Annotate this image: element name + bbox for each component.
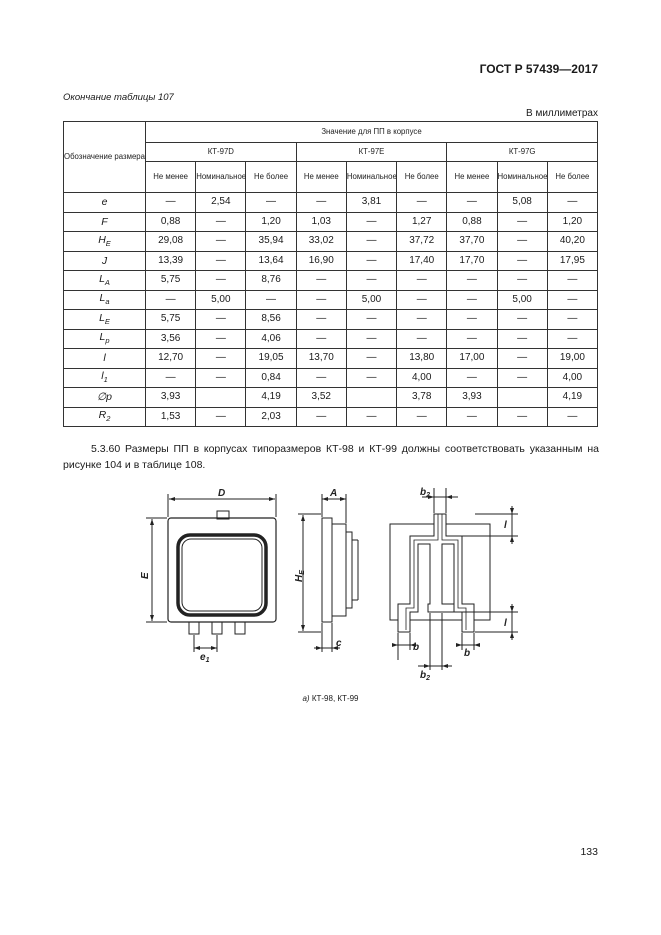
value-cell: —	[397, 290, 447, 310]
table-row	[64, 251, 598, 271]
value-cell: —	[196, 407, 246, 427]
value-cell: 5,00	[196, 290, 246, 310]
param-cell: $L_E$	[64, 310, 146, 330]
value-cell: 2,54	[196, 193, 246, 213]
value-cell: —	[246, 290, 296, 310]
table-row	[64, 310, 598, 330]
value-cell: —	[447, 329, 497, 349]
sub-header: Не более	[547, 162, 597, 193]
table-row	[64, 212, 598, 232]
value-cell: —	[346, 407, 396, 427]
param-cell: e	[64, 193, 146, 213]
dim-label-D: D	[218, 488, 226, 499]
dim-label-b-left: b	[413, 642, 420, 653]
dim-label-l-bottom: l	[504, 618, 507, 629]
value-cell: —	[196, 212, 246, 232]
value-cell: 13,64	[246, 251, 296, 271]
dim-label-c: c	[336, 638, 342, 649]
value-cell: 8,56	[246, 310, 296, 330]
value-cell: 37,70	[447, 232, 497, 252]
table-row	[64, 232, 598, 252]
value-cell: —	[497, 368, 547, 388]
value-cell	[346, 388, 396, 408]
value-cell: 0,88	[447, 212, 497, 232]
value-cell: —	[497, 349, 547, 369]
bottom-lead-center	[212, 622, 222, 634]
value-cell: —	[547, 329, 597, 349]
value-cell: —	[497, 271, 547, 291]
sub-header: Не менее	[447, 162, 497, 193]
value-cell: —	[497, 407, 547, 427]
value-cell: 0,84	[246, 368, 296, 388]
bottom-lead-left	[189, 622, 199, 634]
value-cell: 19,00	[547, 349, 597, 369]
value-cell: —	[346, 271, 396, 291]
dim-label-b2-bottom: $b_2$	[420, 670, 431, 680]
table-row	[64, 388, 598, 408]
value-cell: —	[296, 368, 346, 388]
value-cell: 1,03	[296, 212, 346, 232]
value-cell: 37,72	[397, 232, 447, 252]
figure-caption-letter: а)	[302, 694, 310, 703]
param-cell: J	[64, 251, 146, 271]
value-cell: 4,19	[246, 388, 296, 408]
value-cell: —	[497, 329, 547, 349]
value-cell: —	[196, 251, 246, 271]
param-cell: F	[64, 212, 146, 232]
value-cell: 5,75	[146, 271, 196, 291]
param-cell: $L_a$	[64, 290, 146, 310]
value-cell: —	[296, 329, 346, 349]
value-cell: —	[146, 193, 196, 213]
value-cell: —	[497, 212, 547, 232]
value-cell: 33,02	[296, 232, 346, 252]
value-cell: 0,88	[146, 212, 196, 232]
value-cell: —	[196, 368, 246, 388]
value-cell: —	[447, 368, 497, 388]
value-cell: 17,70	[447, 251, 497, 271]
value-cell: —	[296, 271, 346, 291]
table-row	[64, 271, 598, 291]
value-cell: 3,93	[447, 388, 497, 408]
value-cell: —	[346, 251, 396, 271]
sub-header: Номинальное	[196, 162, 246, 193]
value-cell: 1,20	[246, 212, 296, 232]
value-cell: 4,00	[547, 368, 597, 388]
value-cell: 5,08	[497, 193, 547, 213]
param-column-header: Обозначение размера	[64, 122, 146, 193]
value-cell: 13,39	[146, 251, 196, 271]
sub-header: Номинальное	[346, 162, 396, 193]
value-cell: 29,08	[146, 232, 196, 252]
table-row	[64, 407, 598, 427]
dim-label-b2-top: $b_2$	[420, 487, 431, 499]
value-cell: —	[547, 310, 597, 330]
value-cell: —	[196, 349, 246, 369]
figure-caption	[0, 694, 661, 703]
document-code: ГОСТ Р 57439—2017	[479, 62, 598, 76]
value-cell: 5,75	[146, 310, 196, 330]
body-paragraph: 5.3.60 Размеры ПП в корпусах типоразмеров КТ-98 и КТ-99 должны соответствовать указанным на рисунке 104 и в таблице 108.	[63, 443, 599, 471]
value-cell: —	[346, 368, 396, 388]
sub-header: Не более	[397, 162, 447, 193]
package-header: КТ-97D	[146, 143, 297, 162]
value-cell: —	[196, 271, 246, 291]
value-cell: 8,76	[246, 271, 296, 291]
value-cell: 3,78	[397, 388, 447, 408]
value-cell: —	[547, 271, 597, 291]
value-cell: 1,53	[146, 407, 196, 427]
value-cell: —	[296, 310, 346, 330]
param-cell: $H_E$	[64, 232, 146, 252]
table-row	[64, 368, 598, 388]
value-cell: 35,94	[246, 232, 296, 252]
dim-label-A: A	[330, 488, 338, 499]
value-cell: —	[346, 310, 396, 330]
value-cell: —	[547, 407, 597, 427]
value-cell: 13,80	[397, 349, 447, 369]
param-cell: $L_p$	[64, 329, 146, 349]
value-cell: —	[146, 290, 196, 310]
param-cell: $L_A$	[64, 271, 146, 291]
value-cell: 3,56	[146, 329, 196, 349]
table-caption: Окончание таблицы 107	[63, 92, 174, 103]
dim-label-E: E	[140, 572, 151, 579]
page-number: 133	[580, 846, 598, 858]
value-cell: 17,95	[547, 251, 597, 271]
value-cell: 4,06	[246, 329, 296, 349]
table-row	[64, 329, 598, 349]
value-cell: —	[447, 407, 497, 427]
package-drawing	[140, 480, 530, 685]
value-cell: —	[296, 407, 346, 427]
value-cell: 13,70	[296, 349, 346, 369]
value-cell: 40,20	[547, 232, 597, 252]
value-cell: 16,90	[296, 251, 346, 271]
value-cell: —	[196, 329, 246, 349]
value-cell: —	[397, 193, 447, 213]
value-cell: —	[397, 271, 447, 291]
param-cell: l	[64, 349, 146, 369]
value-cell: 5,00	[346, 290, 396, 310]
param-cell: $l_1$	[64, 368, 146, 388]
value-cell: —	[447, 290, 497, 310]
value-cell: 17,00	[447, 349, 497, 369]
units-note: В миллиметрах	[526, 108, 598, 119]
figure-caption-text: КТ-98, КТ-99	[311, 694, 359, 703]
dim-label-b-right: b	[464, 648, 471, 659]
value-cell: 1,20	[547, 212, 597, 232]
dim-label-l-top: l	[504, 520, 507, 531]
value-cell: —	[346, 212, 396, 232]
value-cell: —	[547, 193, 597, 213]
value-cell: —	[397, 329, 447, 349]
value-cell: 2,03	[246, 407, 296, 427]
value-cell: —	[447, 310, 497, 330]
value-cell: —	[497, 310, 547, 330]
group-header: Значение для ПП в корпусе	[146, 122, 598, 143]
value-cell: 12,70	[146, 349, 196, 369]
dimensions-table	[63, 121, 598, 427]
value-cell: —	[296, 193, 346, 213]
value-cell: —	[346, 232, 396, 252]
value-cell: —	[196, 232, 246, 252]
table-row	[64, 349, 598, 369]
side-view-cap	[346, 532, 352, 608]
sub-header: Не менее	[146, 162, 196, 193]
value-cell: 17,40	[397, 251, 447, 271]
value-cell	[196, 388, 246, 408]
value-cell: —	[497, 232, 547, 252]
value-cell: —	[447, 193, 497, 213]
value-cell: 4,00	[397, 368, 447, 388]
value-cell: 3,81	[346, 193, 396, 213]
value-cell: 3,52	[296, 388, 346, 408]
sub-header: Не менее	[296, 162, 346, 193]
value-cell: —	[397, 407, 447, 427]
sub-header: Номинальное	[497, 162, 547, 193]
value-cell: —	[346, 329, 396, 349]
side-view-base	[322, 518, 332, 622]
package-header: КТ-97E	[296, 143, 447, 162]
value-cell: —	[497, 251, 547, 271]
param-cell: $R_2$	[64, 407, 146, 427]
value-cell: —	[547, 290, 597, 310]
value-cell: —	[447, 271, 497, 291]
dim-label-HE: $H_E$	[294, 570, 306, 582]
value-cell: 19,05	[246, 349, 296, 369]
dim-label-e1: $e_1$	[200, 652, 210, 664]
value-cell: 4,19	[547, 388, 597, 408]
bottom-lead-right	[235, 622, 245, 634]
param-cell: ∅p	[64, 388, 146, 408]
sub-header: Не более	[246, 162, 296, 193]
value-cell: —	[246, 193, 296, 213]
value-cell: —	[397, 310, 447, 330]
value-cell: —	[296, 290, 346, 310]
value-cell: 1,27	[397, 212, 447, 232]
value-cell: 3,93	[146, 388, 196, 408]
package-drawing-svg	[140, 480, 530, 680]
value-cell: 5,00	[497, 290, 547, 310]
table-row	[64, 290, 598, 310]
value-cell: —	[146, 368, 196, 388]
side-view-body	[332, 524, 346, 616]
value-cell	[497, 388, 547, 408]
package-header: КТ-97G	[447, 143, 598, 162]
value-cell: —	[346, 349, 396, 369]
table-row	[64, 193, 598, 213]
value-cell: —	[196, 310, 246, 330]
